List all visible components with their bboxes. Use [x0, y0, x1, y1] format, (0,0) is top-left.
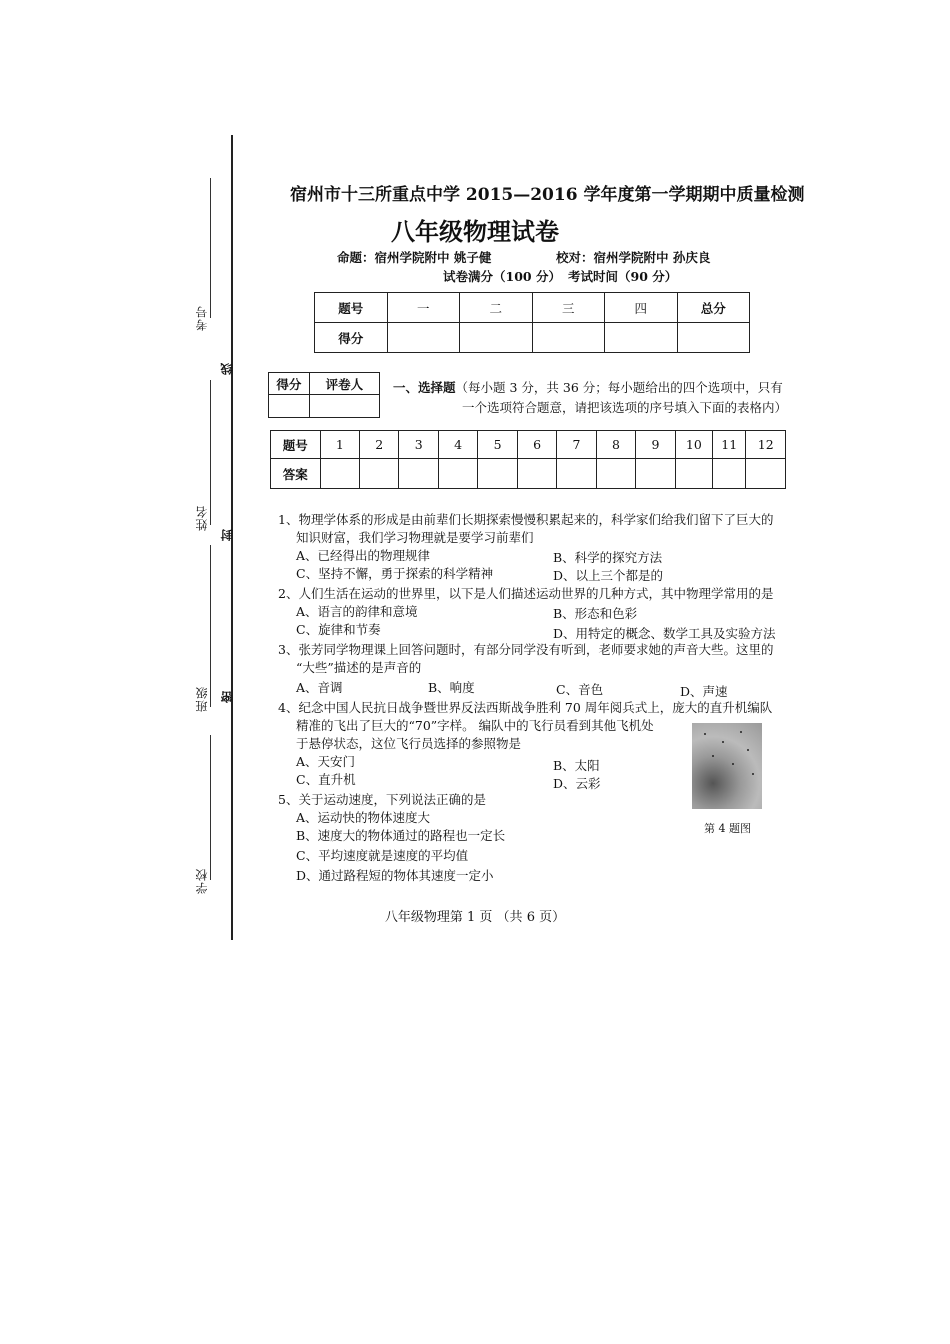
score-table — [314, 292, 750, 353]
exam-number-blank — [210, 178, 211, 318]
q5-option-d: D、通过路程短的物体其速度一定小 — [296, 868, 494, 883]
q5-stem: 5、关于运动速度，下列说法正确的是 — [278, 792, 486, 807]
question-number: 6 — [517, 431, 556, 459]
q1-stem-cont: 知识财富，我们学习物理就是要学习前辈们 — [296, 530, 534, 545]
section1-instructions-1 — [393, 378, 783, 396]
answer-cell[interactable] — [596, 459, 635, 489]
question-number: 12 — [746, 431, 786, 459]
score-cell[interactable] — [605, 323, 678, 353]
question-number: 7 — [557, 431, 596, 459]
answer-cell[interactable] — [320, 459, 359, 489]
score-cell[interactable] — [387, 323, 460, 353]
exam-number-label: 考号 — [195, 305, 209, 331]
question-number: 2 — [360, 431, 399, 459]
q4-stem: 4、纪念中国人民抗日战争暨世界反法西斯战争胜利 70 周年阅兵式上，庞大的直升机编队 — [278, 700, 773, 715]
name-label: 姓名 — [195, 505, 209, 531]
q3-stem: 3、张芳同学物理课上回答问题时，有部分同学没有听到，老师要求她的声音大些。这里的 — [278, 642, 774, 657]
seal-char-xian: 线 — [220, 362, 234, 375]
grader-name-cell[interactable] — [309, 395, 379, 418]
q4-option-d: D、云彩 — [553, 776, 601, 791]
q1-stem: 1、物理学体系的形成是由前辈们长期探索慢慢积累起来的，科学家们给我们留下了巨大的 — [278, 512, 774, 527]
score-table-header: 题号 — [315, 293, 388, 323]
class-blank — [210, 545, 211, 707]
answer-cell[interactable] — [746, 459, 786, 489]
grader-score-label: 得分 — [269, 373, 310, 395]
answer-cell[interactable] — [517, 459, 556, 489]
q5-option-b: B、速度大的物体通过的路程也一定长 — [296, 828, 506, 843]
q4-figure-caption: 第 4 题图 — [704, 822, 751, 835]
grader-score-cell[interactable] — [269, 395, 310, 418]
question-number: 8 — [596, 431, 635, 459]
question-number: 11 — [713, 431, 746, 459]
score-cell[interactable] — [460, 323, 533, 353]
answer-cell[interactable] — [713, 459, 746, 489]
q1-option-d: D、以上三个都是的 — [553, 568, 664, 583]
q3-option-c: C、音色 — [556, 682, 604, 697]
grader-name-label: 评卷人 — [309, 373, 379, 395]
q2-option-a: A、语言的韵律和意境 — [296, 604, 418, 619]
q1-option-c: C、坚持不懈，勇于探索的科学精神 — [296, 566, 494, 581]
reviewer-line: 校对：宿州学院附中 孙庆良 — [556, 250, 711, 265]
answer-cell[interactable] — [360, 459, 399, 489]
school-title: 宿州市十三所重点中学 2015—2016 学年度第一学期期中质量检测 — [290, 185, 805, 205]
answer-table-answer-label: 答案 — [271, 459, 321, 489]
exam-title: 八年级物理试卷 — [391, 218, 559, 246]
score-row-label: 得分 — [315, 323, 388, 353]
q1-option-b: B、科学的探究方法 — [553, 550, 663, 565]
q2-option-b: B、形态和色彩 — [553, 606, 638, 621]
q4-option-c: C、直升机 — [296, 772, 356, 787]
q1-option-a: A、已经得出的物理规律 — [296, 548, 431, 563]
question-number: 5 — [478, 431, 517, 459]
school-label: 学校 — [195, 868, 209, 894]
q3-stem-cont: “大些”描述的是声音的 — [296, 660, 422, 675]
score-table-header: 一 — [387, 293, 460, 323]
question-number: 10 — [675, 431, 712, 459]
full-score: 试卷满分（100 分） — [443, 269, 561, 284]
score-table-header: 三 — [532, 293, 605, 323]
name-blank — [210, 380, 211, 525]
answer-table — [270, 430, 786, 489]
answer-cell[interactable] — [557, 459, 596, 489]
school-blank — [210, 735, 211, 880]
class-label: 班级 — [195, 686, 209, 712]
q3-option-a: A、音调 — [296, 680, 343, 695]
question-number: 1 — [320, 431, 359, 459]
answer-cell[interactable] — [438, 459, 477, 489]
section1-instructions-2: 一个选项符合题意，请把该选项的序号填入下面的表格内） — [462, 400, 788, 415]
q5-option-c: C、平均速度就是速度的平均值 — [296, 848, 469, 863]
q2-option-d: D、用特定的概念、数学工具及实验方法 — [553, 626, 776, 641]
q4-stem-cont2: 于悬停状态，这位飞行员选择的参照物是 — [296, 736, 522, 751]
q4-option-b: B、太阳 — [553, 758, 600, 773]
question-number: 4 — [438, 431, 477, 459]
question-number: 9 — [636, 431, 675, 459]
exam-time: 考试时间（90 分） — [568, 269, 678, 284]
answer-cell[interactable] — [399, 459, 438, 489]
seal-char-mi: 密 — [220, 690, 234, 703]
score-table-header: 二 — [460, 293, 533, 323]
q2-stem: 2、人们生活在运动的世界里，以下是人们描述运动世界的几种方式，其中物理学常用的是 — [278, 586, 774, 601]
section1-rule: （每小题 3 分，共 36 分；每小题给出的四个选项中，只有 — [455, 380, 783, 395]
q3-option-b: B、响度 — [428, 680, 475, 695]
grader-box — [268, 372, 380, 418]
score-cell[interactable] — [677, 323, 750, 353]
section1-title: 一、选择题 — [393, 380, 456, 395]
q3-option-d: D、声速 — [680, 684, 728, 699]
score-table-header: 总分 — [677, 293, 750, 323]
answer-cell[interactable] — [478, 459, 517, 489]
author-line: 命题：宿州学院附中 姚子健 — [337, 250, 492, 265]
q4-option-a: A、天安门 — [296, 754, 356, 769]
answer-cell[interactable] — [636, 459, 675, 489]
page-footer: 八年级物理第 1 页 （共 6 页） — [384, 910, 566, 925]
score-table-header: 四 — [605, 293, 678, 323]
question-number: 3 — [399, 431, 438, 459]
q2-option-c: C、旋律和节奏 — [296, 622, 381, 637]
q4-stem-cont: 精准的飞出了巨大的“70”字样。 编队中的飞行员看到其他飞机处 — [296, 718, 654, 733]
q5-option-a: A、运动快的物体速度大 — [296, 810, 431, 825]
score-cell[interactable] — [532, 323, 605, 353]
q4-figure-image — [692, 723, 762, 809]
answer-table-number-label: 题号 — [271, 431, 321, 459]
answer-cell[interactable] — [675, 459, 712, 489]
seal-char-feng: 封 — [220, 528, 234, 541]
